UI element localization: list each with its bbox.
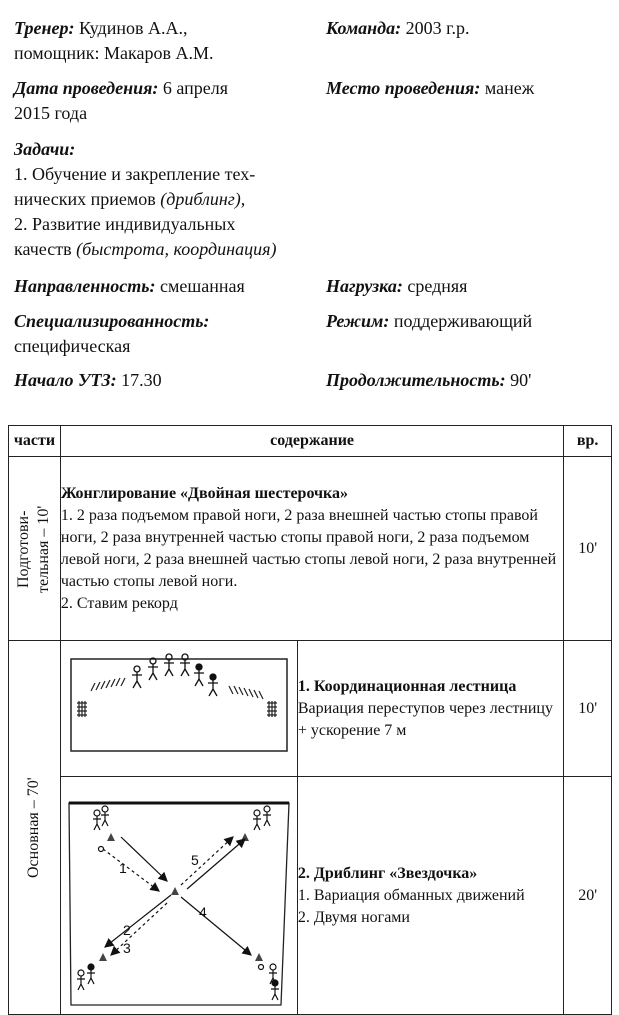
duration-label: Продолжительность:	[326, 370, 506, 390]
start-block	[14, 368, 314, 393]
prep-text: 1. 2 раза подъемом правой ноги, 2 раза внешней частью стопы правой ноги, 2 раза внутренней частью стопы правой ноги, 2 раза подъемом левой ноги, 2 раза внешней частью стопы левой ноги, 2 раза внутренней частью стопы левой ноги.	[60, 506, 557, 590]
direction-value: смешанная	[159, 276, 245, 296]
col-parts-header: части	[9, 426, 61, 457]
table-header-row	[9, 426, 612, 457]
prep-title: Жонглирование «Двойная шестерочка»	[60, 484, 349, 502]
prep-row	[9, 457, 612, 641]
load-value: средняя	[407, 276, 468, 296]
start-label: Начало УТЗ:	[14, 370, 117, 390]
training-plan-table	[8, 425, 612, 1015]
duration-value: 90'	[510, 370, 532, 390]
ladder-diagram	[61, 641, 297, 769]
star-diagram-cell	[60, 777, 297, 1015]
duration-block	[326, 368, 616, 393]
tasks-label: Задачи:	[14, 139, 76, 159]
ladder-field	[71, 659, 287, 751]
ladder-diagram-cell	[60, 641, 297, 777]
date-block	[14, 76, 314, 126]
ex1-title: 1. Координационная лестница	[297, 677, 517, 695]
ex2-time: 20'	[564, 777, 612, 1015]
load-label: Нагрузка:	[326, 276, 403, 296]
direction-block	[14, 274, 314, 299]
task2-line2	[14, 237, 604, 262]
ex2-title: 2. Дриблинг «Звездочка»	[297, 864, 478, 882]
arrow-label-4: 4	[198, 904, 207, 920]
date-value-1: 6 апреля	[162, 78, 229, 98]
arrow-label-1: 1	[118, 860, 127, 876]
prep-time: 10'	[564, 457, 612, 641]
ex2-content-cell	[297, 777, 563, 1015]
task1-note: (дриблинг),	[160, 189, 246, 209]
start-value: 17.30	[121, 370, 162, 390]
load-block	[326, 274, 616, 299]
team-block	[326, 16, 616, 41]
mode-block	[326, 309, 616, 334]
arrow-label-2: 2	[122, 922, 131, 938]
ex1-time: 10'	[564, 641, 612, 777]
spec-block	[14, 309, 314, 359]
ex1-text: Вариация переступов через лестницу + ускорение 7 м	[297, 699, 553, 739]
main-part-label: Основная – 70'	[25, 777, 43, 878]
arrow-label-3: 3	[122, 940, 131, 956]
ex1-content-cell	[297, 641, 563, 777]
star-field	[69, 803, 289, 1005]
team-value: 2003 г.р.	[405, 18, 470, 38]
place-label: Место проведения:	[326, 78, 481, 98]
task1-line2	[14, 187, 604, 212]
place-value: манеж	[484, 78, 535, 98]
task2-note: (быстрота, координация)	[76, 239, 277, 259]
direction-label: Направленность:	[14, 276, 156, 296]
assistant-text: помощник: Макаров А.М.	[14, 43, 214, 63]
prep-part-label: Подготови- тельная – 10'	[15, 504, 53, 593]
spec-value: специфическая	[14, 336, 131, 356]
ex2-row	[9, 777, 612, 1015]
mode-value: поддерживающий	[393, 311, 533, 331]
prep-content-cell	[60, 457, 563, 641]
ex2-text1: 1. Вариация обманных движений	[297, 886, 525, 904]
task2-text: качеств	[14, 239, 72, 259]
task1-text: нических приемов	[14, 189, 156, 209]
coach-block	[14, 16, 314, 66]
main-part-cell	[9, 641, 61, 1015]
team-label: Команда:	[326, 18, 402, 38]
col-content-header: содержание	[60, 426, 563, 457]
ex2-text2: 2. Двумя ногами	[297, 908, 410, 926]
arrow-labels	[119, 852, 207, 956]
prep-text2: 2. Ставим рекорд	[60, 594, 178, 612]
star-diagram	[61, 777, 297, 1007]
date-value-2: 2015 года	[14, 103, 88, 123]
arrow-label-5: 5	[190, 852, 199, 868]
col-time-header: вр.	[564, 426, 612, 457]
ex1-row	[9, 641, 612, 777]
coach-value: Кудинов А.А.,	[79, 18, 188, 38]
prep-part-cell	[9, 457, 61, 641]
task1-line1: 1. Обучение и закрепление тех-	[14, 164, 256, 184]
place-block	[326, 76, 616, 101]
task2-line1: 2. Развитие индивидуальных	[14, 214, 236, 234]
star-players	[77, 806, 279, 1000]
date-label: Дата проведения:	[14, 78, 159, 98]
spec-label: Специализированность:	[14, 311, 210, 331]
tasks-block	[14, 137, 604, 262]
coach-label: Тренер:	[14, 18, 75, 38]
mode-label: Режим:	[326, 311, 390, 331]
